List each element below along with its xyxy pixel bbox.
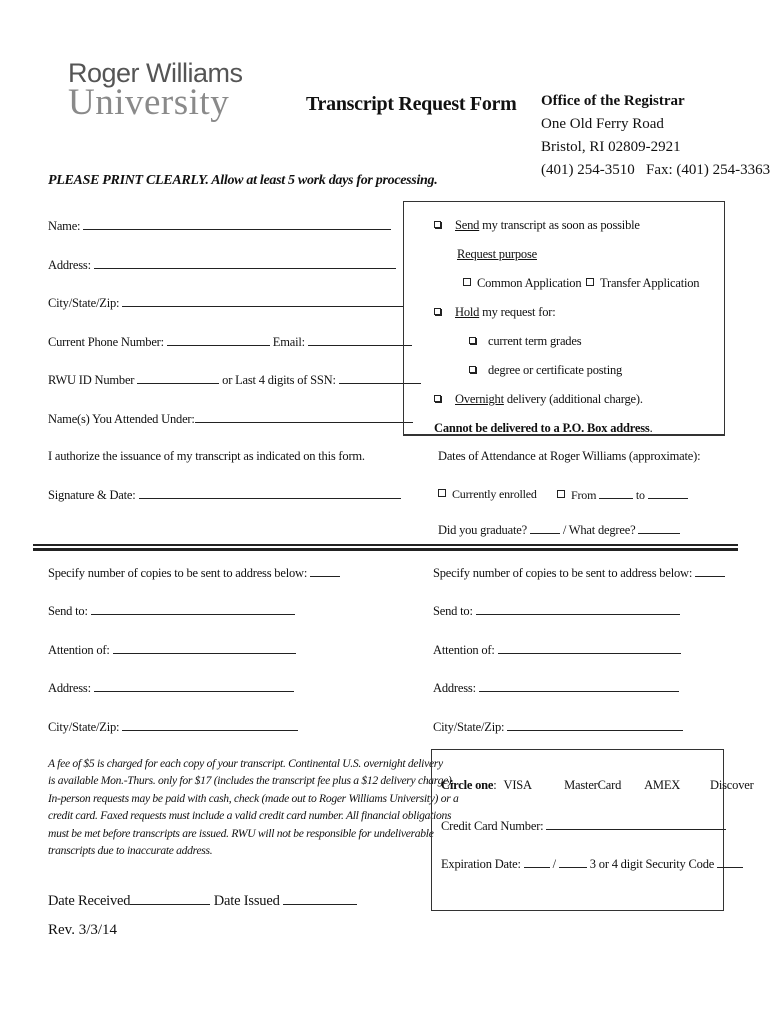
current-term-checkbox[interactable]	[469, 337, 476, 344]
degree-posting-label: degree or certificate posting	[488, 363, 623, 377]
city-left[interactable]	[48, 719, 298, 735]
fee-note-line: must be met before transcripts are issued. RWU will not be responsible for undeliverable	[48, 826, 434, 840]
common-app-label: Common Application	[477, 276, 582, 290]
attendance-range[interactable]	[557, 487, 688, 503]
to-label: to	[635, 488, 645, 502]
attention-right[interactable]	[433, 642, 681, 658]
amex-option[interactable]: AMEX	[644, 778, 681, 792]
university-logo	[68, 60, 243, 121]
send-text: my transcript as soon as possible	[479, 218, 640, 232]
phone-label: Current Phone Number:	[48, 335, 164, 349]
address-label: Address:	[48, 258, 91, 272]
send-to-left[interactable]	[48, 603, 295, 619]
overnight-option[interactable]	[434, 392, 643, 407]
degree-posting-checkbox[interactable]	[469, 366, 476, 373]
fee-note-line: A fee of $5 is charged for each copy of your transcript. Continental U.S. overnight delivery	[48, 757, 443, 770]
transfer-app-checkbox[interactable]	[586, 278, 594, 286]
request-purpose-label: Request purpose	[457, 247, 537, 261]
fee-note	[48, 755, 459, 859]
send-to-left-label: Send to:	[48, 604, 88, 618]
mastercard-option[interactable]: MasterCard	[564, 778, 622, 792]
fee-note-line: In-person requests may be paid with cash, check (made out to Roger Williams University) or a	[48, 791, 459, 805]
copies-right-label: Specify number of copies to be sent to address below:	[433, 566, 693, 580]
card-type-row: Circle one: VISA MasterCard AMEX Discover	[441, 778, 754, 792]
name-label: Name:	[48, 219, 81, 233]
currently-enrolled-label: Currently enrolled	[452, 487, 537, 501]
address-field[interactable]	[48, 257, 396, 273]
city-label: City/State/Zip:	[48, 296, 120, 310]
common-app-option[interactable]	[463, 276, 581, 291]
degree-posting-option[interactable]	[469, 363, 622, 378]
po-box-text: Cannot be delivered to a P.O. Box address	[434, 421, 650, 435]
fee-note-line: transcripts due to inaccurate address.	[48, 844, 213, 858]
email-label: Email:	[272, 335, 305, 349]
signature-field[interactable]	[48, 487, 401, 503]
hold-word: Hold	[455, 305, 480, 319]
graduate-field[interactable]	[438, 522, 680, 538]
registrar-phones: (401) 254-3510 Fax: (401) 254-3363	[541, 162, 770, 178]
fee-note-line: credit card. Faxed requests must include a valid credit card number. All financial obligations	[48, 809, 452, 823]
card-number-label: Credit Card Number:	[441, 819, 544, 833]
logo-line2: University	[68, 82, 230, 123]
attendance-heading: Dates of Attendance at Roger Williams (approximate):	[438, 449, 701, 463]
phone-email-field[interactable]	[48, 334, 412, 350]
form-title: Transcript Request Form	[306, 93, 517, 115]
hold-option[interactable]	[434, 305, 556, 320]
graduate-label: Did you graduate?	[438, 523, 527, 537]
currently-enrolled-checkbox[interactable]	[438, 489, 446, 497]
address-left[interactable]	[48, 680, 294, 696]
attention-left-label: Attention of:	[48, 643, 110, 657]
copies-left-label: Specify number of copies to be sent to address below:	[48, 566, 308, 580]
po-box-period: .	[649, 421, 653, 435]
current-term-label: current term grades	[488, 334, 582, 348]
overnight-word: Overnight	[455, 392, 504, 406]
rwu-id-label: RWU ID Number	[48, 373, 135, 387]
from-label: From	[571, 488, 597, 502]
attended-under-field[interactable]	[48, 411, 413, 427]
attended-under-label: Name(s) You Attended Under:	[48, 412, 195, 426]
logo-line1: Roger Williams	[68, 58, 243, 88]
from-checkbox[interactable]	[557, 490, 565, 498]
hold-checkbox[interactable]	[434, 308, 441, 315]
send-to-right-label: Send to:	[433, 604, 473, 618]
copies-right[interactable]	[433, 565, 725, 581]
address-right-label: Address:	[433, 681, 476, 695]
date-issued-label: Date Issued	[213, 893, 280, 909]
section-divider-thick	[33, 548, 738, 551]
city-right[interactable]	[433, 719, 683, 735]
po-box-notice	[434, 421, 653, 436]
attention-left[interactable]	[48, 642, 296, 658]
degree-label: / What degree?	[562, 523, 636, 537]
section-divider	[33, 544, 738, 546]
ssn-label: or Last 4 digits of SSN:	[222, 373, 336, 387]
name-field[interactable]	[48, 218, 391, 234]
address-left-label: Address:	[48, 681, 91, 695]
send-option[interactable]	[434, 218, 640, 233]
visa-option[interactable]: VISA	[503, 778, 532, 792]
signature-label: Signature & Date:	[48, 488, 136, 502]
expiration-field[interactable]: Expiration Date: / 3 or 4 digit Security Code	[441, 856, 743, 872]
registrar-city: Bristol, RI 02809-2921	[541, 139, 681, 155]
current-term-option[interactable]	[469, 334, 581, 349]
authorize-statement: I authorize the issuance of my transcript as indicated on this form.	[48, 449, 365, 463]
currently-enrolled-option[interactable]	[438, 487, 537, 502]
office-use-fields[interactable]	[48, 891, 357, 910]
registrar-street: One Old Ferry Road	[541, 116, 664, 132]
attention-right-label: Attention of:	[433, 643, 495, 657]
city-field[interactable]	[48, 295, 403, 311]
id-ssn-field[interactable]	[48, 372, 421, 388]
date-received-label: Date Received	[48, 893, 131, 909]
send-to-right[interactable]	[433, 603, 680, 619]
copies-left[interactable]	[48, 565, 340, 581]
city-right-label: City/State/Zip:	[433, 720, 505, 734]
circle-one-label: Circle one	[441, 778, 494, 792]
transfer-app-label: Transfer Application	[600, 276, 700, 290]
send-word: Send	[455, 218, 480, 232]
card-number-field[interactable]	[441, 818, 726, 834]
overnight-text: delivery (additional charge).	[503, 392, 643, 406]
hold-text: my request for:	[479, 305, 556, 319]
city-left-label: City/State/Zip:	[48, 720, 120, 734]
overnight-checkbox[interactable]	[434, 395, 441, 402]
transfer-app-option[interactable]	[586, 276, 699, 291]
revision-date: Rev. 3/3/14	[48, 922, 118, 938]
security-code-label: 3 or 4 digit Security Code	[589, 857, 715, 871]
instructions: PLEASE PRINT CLEARLY. Allow at least 5 work days for processing.	[48, 173, 438, 188]
fee-note-line: is available Mon.-Thurs. only for $17 (includes the transcript fee plus a $12 delivery charge).	[48, 774, 455, 788]
discover-option[interactable]: Discover	[710, 778, 754, 792]
common-app-checkbox[interactable]	[463, 278, 471, 286]
address-right[interactable]	[433, 680, 679, 696]
registrar-office: Office of the Registrar	[541, 93, 685, 109]
send-checkbox[interactable]	[434, 221, 441, 228]
expiration-label: Expiration Date:	[441, 857, 521, 871]
